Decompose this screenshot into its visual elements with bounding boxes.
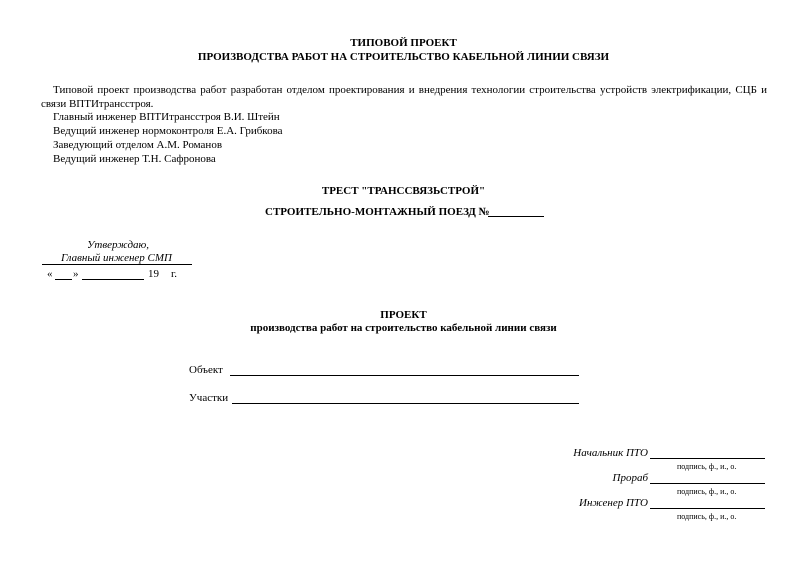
sections-label: Участки (189, 392, 229, 404)
credit-line: Ведущий инженер нормоконтроля Е.А. Грибкова (53, 125, 283, 137)
doc-subtitle: ПРОИЗВОДСТВА РАБОТ НА СТРОИТЕЛЬСТВО КАБЕЛЬНОЙ ЛИНИИ СВЯЗИ (197, 51, 610, 63)
approve-label: Утверждаю, (87, 239, 150, 251)
date-open-quote: « (47, 268, 53, 280)
signature-caption: подпись, ф., и., о. (677, 487, 737, 496)
project-title: ПРОЕКТ (380, 309, 427, 321)
train-number-blank (488, 205, 544, 217)
signature-line (650, 472, 765, 484)
credit-line: Ведущий инженер Т.Н. Сафронова (53, 153, 216, 165)
signature-line (650, 497, 765, 509)
date-close-quote: » (73, 268, 79, 280)
object-label: Объект (189, 364, 223, 376)
credit-line: Заведующий отделом А.М. Романов (53, 139, 223, 151)
approver-signature-line (42, 252, 192, 265)
train-number-label: СТРОИТЕЛЬНО-МОНТАЖНЫЙ ПОЕЗД № (265, 206, 490, 218)
signature-role-foreman: Прораб (612, 472, 648, 484)
date-month-blank (82, 268, 144, 280)
signature-caption: подпись, ф., и., о. (677, 462, 737, 471)
doc-title: ТИПОВОЙ ПРОЕКТ (350, 37, 457, 49)
approver-role: Главный инженер СМП (61, 252, 172, 264)
date-year: 19 (148, 268, 159, 280)
credit-line: Главный инженер ВПТИтрансстроя В.И. Штейн (53, 111, 280, 123)
date-year-suffix: г. (171, 268, 178, 280)
sections-field-line[interactable] (232, 392, 579, 404)
intro-paragraph: Типовой проект производства работ разработан отделом проектирования и внедрения технологии строительства устройств электрификации, СЦБ и связи ВПТИтрансстроя. (41, 84, 767, 110)
trust-name: ТРЕСТ "ТРАНССВЯЗЬСТРОЙ" (321, 185, 486, 197)
date-day-blank (55, 268, 72, 280)
signature-role-head-pto: Начальник ПТО (573, 447, 648, 459)
object-field-line[interactable] (230, 364, 579, 376)
signature-role-engineer-pto: Инженер ПТО (579, 497, 648, 509)
signature-caption: подпись, ф., и., о. (677, 512, 737, 521)
signature-line (650, 447, 765, 459)
project-subtitle: производства работ на строительство кабельной линии связи (250, 322, 557, 334)
